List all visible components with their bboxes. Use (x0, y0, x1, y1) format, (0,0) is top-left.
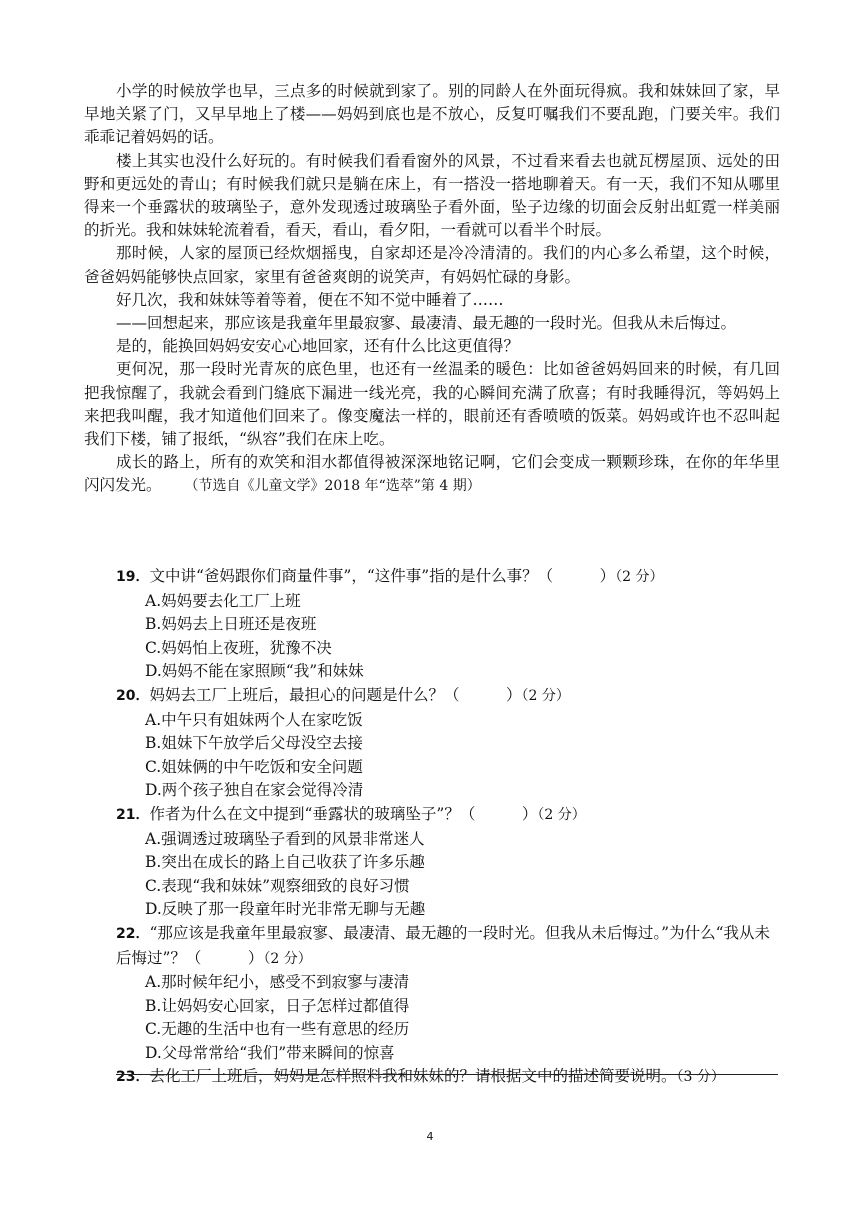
question-text: 文中讲“爸妈跟你们商量件事”，“这件事”指的是什么事？（ ） (149, 567, 616, 585)
option-d: D.妈妈不能在家照顾“我”和妹妹 (145, 662, 364, 681)
option-list (145, 828, 780, 922)
question-list (116, 565, 780, 1090)
passage-paragraph-5: ——回想起来，那应该是我童年里最寂寥、最凄清、最无趣的一段时光。但我从未后悔过。 (116, 314, 737, 333)
option-b: B.妈妈去上日班还是夜班 (145, 615, 317, 634)
passage-paragraph-8 (84, 451, 780, 498)
answer-line[interactable] (116, 1074, 778, 1075)
option-d: D.反映了那一段童年时光非常无聊与无趣 (145, 900, 426, 919)
question-21 (116, 803, 780, 922)
option-c: C.姐妹俩的中午吃饭和安全问题 (145, 757, 363, 776)
passage-paragraph-4: 好几次，我和妹妹等着等着，便在不知不觉中睡着了…… (116, 290, 504, 309)
question-points: （2 分） (615, 569, 664, 585)
question-text: 去化工厂上班后，妈妈是怎样照料我和妹妹的？请根据文中的描述简要说明。 (149, 1067, 677, 1086)
question-20 (116, 684, 780, 803)
question-text: 妈妈去工厂上班后，最担心的问题是什么？（ ） (149, 685, 522, 704)
source-citation: （节选自《儿童文学》2018 年“选萃”第 4 期） (191, 478, 481, 495)
question-number: 22． (116, 925, 150, 942)
passage-paragraph-8-text: 成长的路上，所有的欢笑和泪水都值得被深深地铭记啊，它们会变成一颗颗珍珠，在你的年华里闪闪发光。 (84, 453, 780, 495)
option-a: A.那时候年纪小，感受不到寂寥与凄清 (145, 973, 410, 992)
question-22 (116, 922, 780, 1066)
passage-paragraph-7: 更何况，那一段时光青灰的底色里，也还有一丝温柔的暖色：比如爸爸妈妈回来的时候，有几回把我惊醒了，我就会看到门缝底下漏进一线光亮，我的心瞬间充满了欣喜；有时我睡得沉，等妈妈上来把我叫醒，我才知道他们回来了。像变魔法一样的，眼前还有香喷喷的饭菜。妈妈或许也不忍叫起我们下楼，铺了报纸，“纵容”我们在床上吃。 (84, 360, 780, 449)
option-d: D.两个孩子独自在家会觉得冷清 (145, 781, 364, 800)
question-points: （3 分） (676, 1069, 725, 1086)
passage-paragraph-1: 小学的时候放学也早，三点多的时候就到家了。别的同龄人在外面玩得疯。我和妹妹回了家，早早地关紧了门，又早早地上了楼——妈妈到底也是不放心，反复叮嘱我们不要乱跑，门要关牢。我们乖乖记着妈妈的话。 (84, 82, 780, 147)
option-c: C.妈妈怕上夜班，犹豫不决 (145, 638, 332, 657)
passage-paragraph-2: 楼上其实也没什么好玩的。有时候我们看看窗外的风景，不过看来看去也就瓦楞屋顶、远处的田野和更远处的青山；有时候我们就只是躺在床上，有一搭没一搭地聊着天。有一天，我们不知从哪里得来一个垂露状的玻璃坠子，意外发现透过玻璃坠子看外面，坠子边缘的切面会反射出虹霓一样美丽的折光。我和妹妹轮流着看，看天，看山，看夕阳，一看就可以看半个时辰。 (84, 151, 780, 240)
option-list (145, 971, 780, 1065)
passage-paragraph-6: 是的，能换回妈妈安安心心地回家，还有什么比这更值得？ (116, 337, 520, 356)
option-b: B.突出在成长的路上自己收获了许多乐趣 (145, 853, 425, 872)
question-points: （2 分） (537, 806, 586, 823)
option-c: C.无趣的生活中也有一些有意思的经历 (145, 1020, 410, 1039)
option-d: D.父母常常给“我们”带来瞬间的惊喜 (145, 1043, 395, 1062)
option-a: A.妈妈要去化工厂上班 (145, 591, 301, 610)
question-text: 作者为什么在文中提到“垂露状的玻璃坠子”？（ ） (149, 804, 538, 823)
passage-paragraph-3: 那时候，人家的屋顶已经炊烟摇曳，自家却还是冷冷清清的。我们的内心多么希望，这个时候，爸爸妈妈能够快点回家，家里有爸爸爽朗的说笑声，有妈妈忙碌的身影。 (84, 244, 780, 286)
option-b: B.姐妹下午放学后父母没空去接 (145, 734, 363, 753)
option-a: A.中午只有姐妹两个人在家吃饭 (145, 710, 363, 729)
question-points: （2 分） (263, 950, 312, 967)
question-number: 23． (116, 1069, 150, 1086)
question-19 (116, 565, 780, 684)
question-23 (116, 1065, 780, 1090)
page-number: 4 (426, 1130, 434, 1143)
reading-passage (84, 80, 780, 499)
question-points: （2 分） (521, 687, 570, 704)
option-a: A.强调透过玻璃坠子看到的风景非常迷人 (145, 829, 425, 848)
option-b: B.让妈妈安心回家，日子怎样过都值得 (145, 996, 410, 1015)
option-list (145, 590, 780, 684)
option-c: C.表现“我和妹妹”观察细致的良好习惯 (145, 876, 410, 895)
question-number: 20． (116, 687, 150, 704)
option-list (145, 709, 780, 803)
question-number: 21． (116, 806, 150, 823)
question-text: “那应该是我童年里最寂寥、最凄清、最无趣的一段时光。但我从未后悔过。”为什么“我从未后悔过”？（ ） (116, 923, 771, 967)
question-number: 19． (116, 569, 150, 585)
